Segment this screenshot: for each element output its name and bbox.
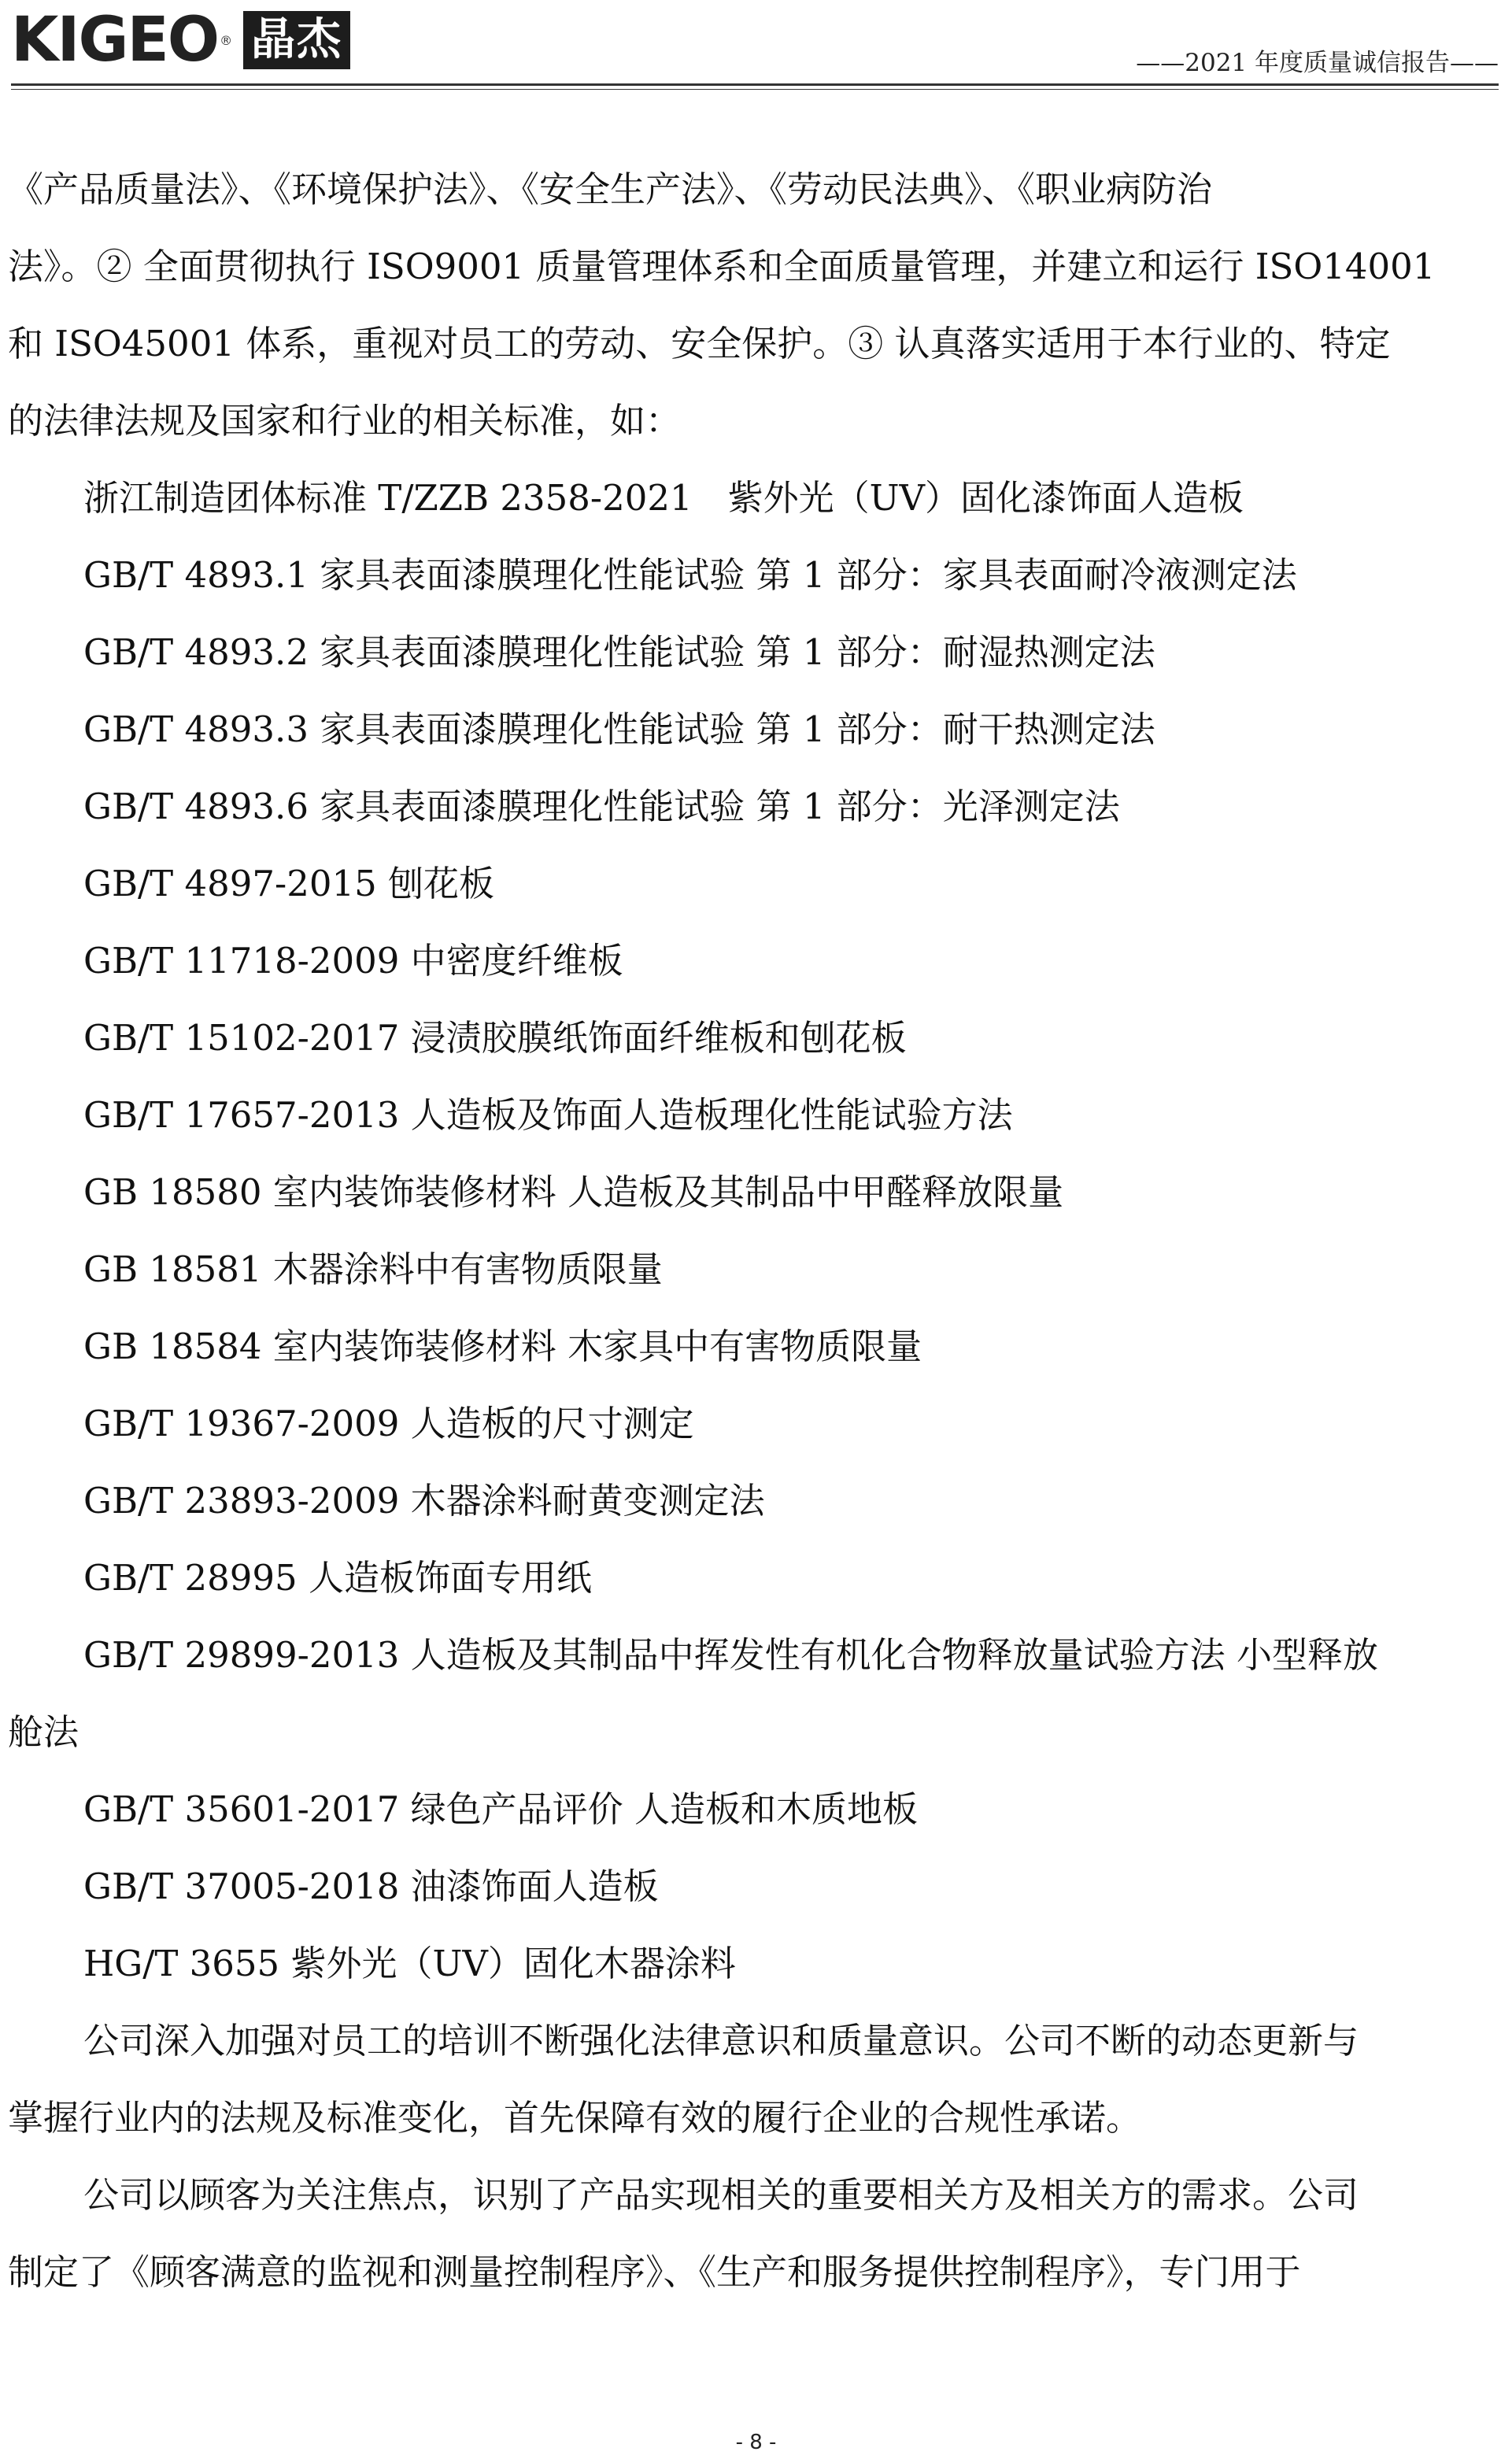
text-line: GB/T 11718-2009 中密度纤维板 [83,940,623,982]
text-line: 浙江制造团体标准 T/ZZB 2358-2021 紫外光（UV）固化漆饰面人造板 [83,477,1244,519]
text-line: 《产品质量法》、《环境保护法》、《安全生产法》、《劳动民法典》、《职业病防治 [8,168,1213,210]
registered-mark: ® [220,32,233,48]
text-line: GB/T 19367-2009 人造板的尺寸测定 [83,1403,694,1444]
text-line: GB/T 17657-2013 人造板及饰面人造板理化性能试验方法 [83,1094,1013,1136]
company-logo [11,5,350,76]
header-divider [11,83,1499,86]
text-line: HG/T 3655 紫外光（UV）固化木器涂料 [83,1943,736,1984]
text-line: GB/T 4893.3 家具表面漆膜理化性能试验 第 1 部分：耐干热测定法 [83,708,1155,750]
text-line: GB/T 28995 人造板饰面专用纸 [83,1557,592,1599]
text-line: GB 18580 室内装饰装修材料 人造板及其制品中甲醛释放限量 [83,1171,1064,1213]
text-line: GB/T 4893.1 家具表面漆膜理化性能试验 第 1 部分：家具表面耐冷液测定法 [83,554,1297,596]
text-line: 的法律法规及国家和行业的相关标准，如： [8,400,682,442]
header-divider-thin [11,89,1499,90]
page-number: - 8 - [735,2431,777,2454]
text-line: 制定了《顾客满意的监视和测量控制程序》、《生产和服务提供控制程序》，专门用于 [8,2251,1301,2293]
text-line: 舱法 [8,1711,79,1753]
text-line: 掌握行业内的法规及标准变化，首先保障有效的履行企业的合规性承诺。 [8,2097,1142,2139]
text-line: GB/T 29899-2013 人造板及其制品中挥发性有机化合物释放量试验方法 小型释放 [83,1634,1378,1676]
text-line: GB/T 4893.2 家具表面漆膜理化性能试验 第 1 部分：耐湿热测定法 [83,631,1155,673]
text-line: GB/T 35601-2017 绿色产品评价 人造板和木质地板 [83,1788,918,1830]
text-line: GB 18581 木器涂料中有害物质限量 [83,1248,663,1290]
text-line: GB/T 4897-2015 刨花板 [83,863,495,904]
logo-wordmark: KIGEO [11,5,219,76]
text-line: 法》。② 全面贯彻执行 ISO9001 质量管理体系和全面质量管理，并建立和运行 ISO14001 [8,246,1436,287]
text-line: 公司以顾客为关注焦点，识别了产品实现相关的重要相关方及相关方的需求。公司 [83,2174,1359,2216]
document-body [8,151,1495,2311]
text-line: GB 18584 室内装饰装修材料 木家具中有害物质限量 [83,1326,922,1367]
text-line: GB/T 23893-2009 木器涂料耐黄变测定法 [83,1480,765,1522]
text-line: 公司深入加强对员工的培训不断强化法律意识和质量意识。公司不断的动态更新与 [83,2020,1359,2061]
page-header [11,5,1499,96]
text-line: 和 ISO45001 体系，重视对员工的劳动、安全保护。③ 认真落实适用于本行业的、特定 [8,323,1391,364]
text-line: GB/T 15102-2017 浸渍胶膜纸饰面纤维板和刨花板 [83,1017,907,1059]
logo-chinese-name: 晶杰 [243,11,350,69]
report-title: ——2021 年度质量诚信报告—— [1136,49,1499,77]
text-line: GB/T 4893.6 家具表面漆膜理化性能试验 第 1 部分：光泽测定法 [83,786,1120,827]
text-line: GB/T 37005-2018 油漆饰面人造板 [83,1866,659,1907]
